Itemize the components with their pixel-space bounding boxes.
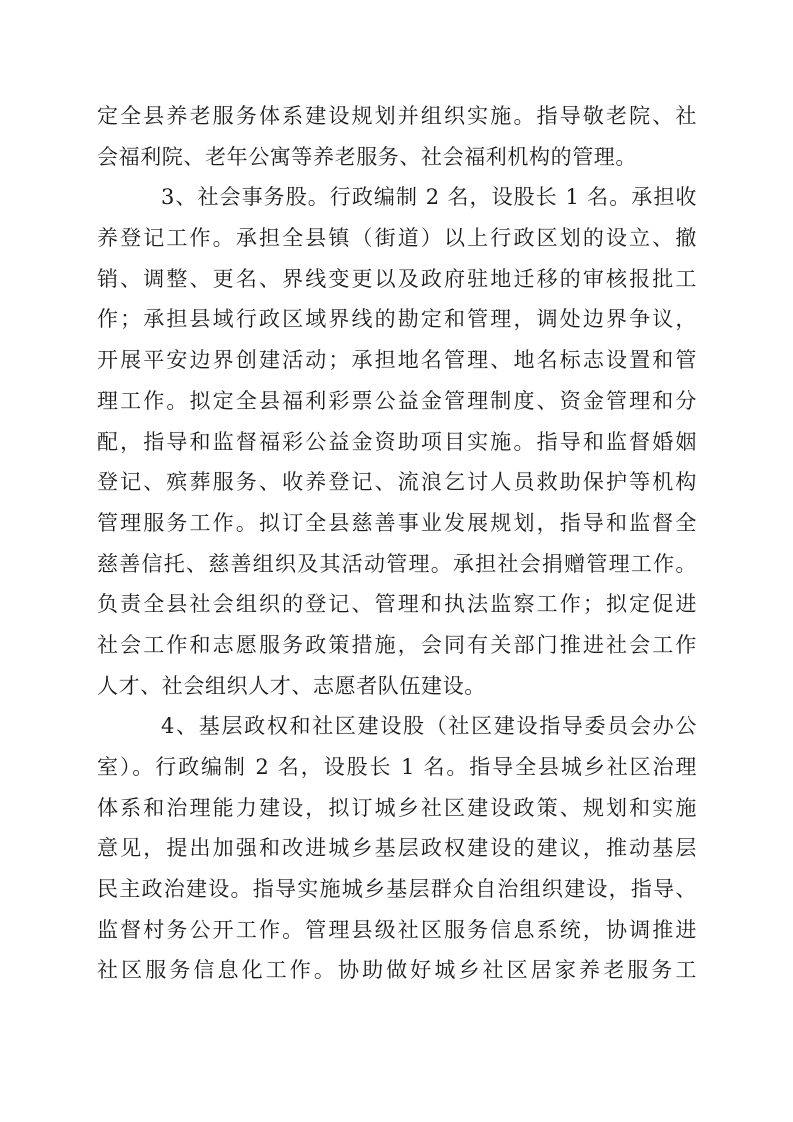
text-line: 4、基层政权和社区建设股（社区建设指导委员会办公 [161,714,697,739]
text-line: 人才、社会组织人才、志愿者队伍建设。 [97,673,486,698]
text-line: 社会工作和志愿服务政策措施，会同有关部门推进社会工作 [97,632,697,657]
text-line: 销、调整、更名、界线变更以及政府驻地迁移的审核报批工 [97,266,697,291]
text-line: 配，指导和监督福彩公益金资助项目实施。指导和监督婚姻 [97,429,697,454]
text-line: 社区服务信息化工作。协助做好城乡社区居家养老服务工 [97,958,697,983]
text-line: 开展平安边界创建活动；承担地名管理、地名标志设置和管 [97,348,697,373]
text-line: 意见，提出加强和改进城乡基层政权建设的建议，推动基层 [97,836,697,861]
text-line: 体系和治理能力建设，拟订城乡社区建设政策、规划和实施 [97,795,697,820]
text-line: 登记、殡葬服务、收养登记、流浪乞讨人员救助保护等机构 [97,470,697,495]
text-line: 民主政治建设。指导实施城乡基层群众自治组织建设，指导、 [97,877,697,902]
text-line: 室）。行政编制 2 名，设股长 1 名。指导全县城乡社区治理 [97,755,697,779]
text-line: 理工作。拟定全县福利彩票公益金管理制度、资金管理和分 [97,388,697,413]
document-body [97,96,697,991]
text-line: 作；承担县域行政区域界线的勘定和管理，调处边界争议， [97,307,697,332]
text-line: 定全县养老服务体系建设规划并组织实施。指导敬老院、社 [97,104,697,128]
text-line: 会福利院、老年公寓等养老服务、社会福利机构的管理。 [97,144,637,169]
text-line: 慈善信托、慈善组织及其活动管理。承担社会捐赠管理工作。 [97,551,697,576]
text-line: 养登记工作。承担全县镇（街道）以上行政区划的设立、撤 [97,226,697,251]
text-line: 管理服务工作。拟订全县慈善事业发展规划，指导和监督全 [97,510,697,535]
text-line: 3、社会事务股。行政编制 2 名，设股长 1 名。承担收 [161,185,697,210]
text-line: 监督村务公开工作。管理县级社区服务信息系统，协调推进 [97,917,697,942]
text-line: 负责全县社会组织的登记、管理和执法监察工作；拟定促进 [97,592,697,617]
